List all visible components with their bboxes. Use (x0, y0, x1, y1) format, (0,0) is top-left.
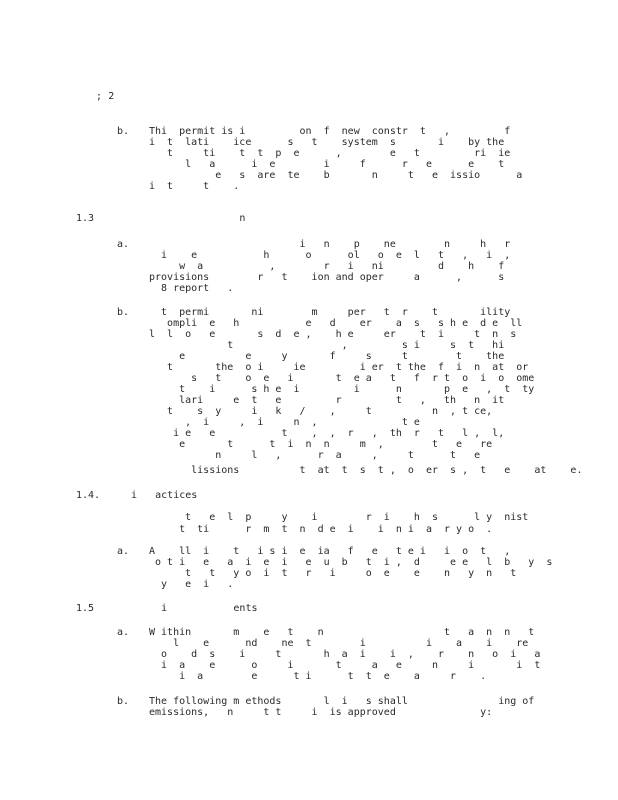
text-line: i a e t i t t e a r . (149, 671, 487, 682)
item-label: b. (117, 696, 130, 707)
text-line: e t t i n n m , t e re (149, 439, 493, 450)
text-line: n l , r a , t t e (149, 450, 481, 461)
text-line: t e l p y i r i h s l y nist (149, 512, 529, 523)
text-line: Thi permit is i on f new constr t , f (149, 126, 511, 137)
text-line: t s y i k / , t n , t ce, (149, 406, 493, 417)
text-line: i n p ne n h r (149, 239, 511, 250)
text-line: , i , i n , t e (149, 417, 420, 428)
item-label: b. (117, 307, 130, 318)
text-line: ompli e h e d er a s s h e d e ll (149, 318, 523, 329)
page-marker: ; 2 (96, 91, 115, 102)
section-number: 1.5 (76, 603, 95, 614)
item-label: a. (117, 239, 130, 250)
text-line: i e e t , , r , th r t l , l, (149, 428, 505, 439)
text-line: t the o i ie i er t the f i n at or (149, 362, 529, 373)
section-heading: n (113, 213, 276, 224)
section-number: 1.3 (76, 213, 95, 224)
text-line: W ithin m e t n t a n n t (149, 627, 535, 638)
item-label: b. (117, 126, 130, 137)
text-line: e s are te b n t e issio a (149, 170, 523, 181)
text-line: provisions r t ion and oper a , s (149, 272, 505, 283)
text-line: i t t . (149, 181, 240, 192)
text-line: t ti r m t n d e i i n i a r y o . (149, 524, 493, 535)
text-line: l e nd ne t i i a i re (149, 638, 529, 649)
text-line: A ll i t i s i e ia f e t e i i o t , (149, 546, 511, 557)
text-line: y e i . (149, 579, 234, 590)
text-line: l l o e s d e , h e er t i t n s (149, 329, 517, 340)
text-line: o t i e a i e i e u b t i , d e e l b y s (149, 557, 553, 568)
section-number: 1.4. (76, 490, 101, 501)
text-line: t i s h e i i n p e , t ty (149, 384, 535, 395)
text-line: t ti t t p e , e t ri ie (149, 148, 511, 159)
text-line: o d s i t h a i i , r n o i a (149, 649, 541, 660)
text-line: t permi ni m per t r t ility (149, 307, 511, 318)
text-line: w a , r i ni d h f (149, 261, 505, 272)
text-line: l a i e i f r e e t (149, 159, 505, 170)
section-heading: i actices (113, 490, 198, 501)
text-line: t t y o i t r i o e e n y n t (149, 568, 517, 579)
text-line: i t lati ice s t system s i by the (149, 137, 505, 148)
text-line: lissions t at t s t , o er s , t e at e. (149, 465, 583, 476)
text-line: s t o e i t e a t f r t o i o ome (149, 373, 535, 384)
text-line: 8 report . (149, 283, 234, 294)
text-line: The following m ethods l i s shall ing of (149, 696, 535, 707)
text-line: lari e t e r t , th n it (149, 395, 505, 406)
text-line: i a e o i t a e n i i t (149, 660, 541, 671)
text-line: t , s i s t hi (149, 340, 505, 351)
text-line: emissions, n t t i is approved y: (149, 707, 493, 718)
item-label: a. (117, 546, 130, 557)
text-line: e e y f s t t the (149, 351, 505, 362)
text-line: i e h o ol o e l t , i , (149, 250, 511, 261)
section-heading: i ents (113, 603, 258, 614)
item-label: a. (117, 627, 130, 638)
